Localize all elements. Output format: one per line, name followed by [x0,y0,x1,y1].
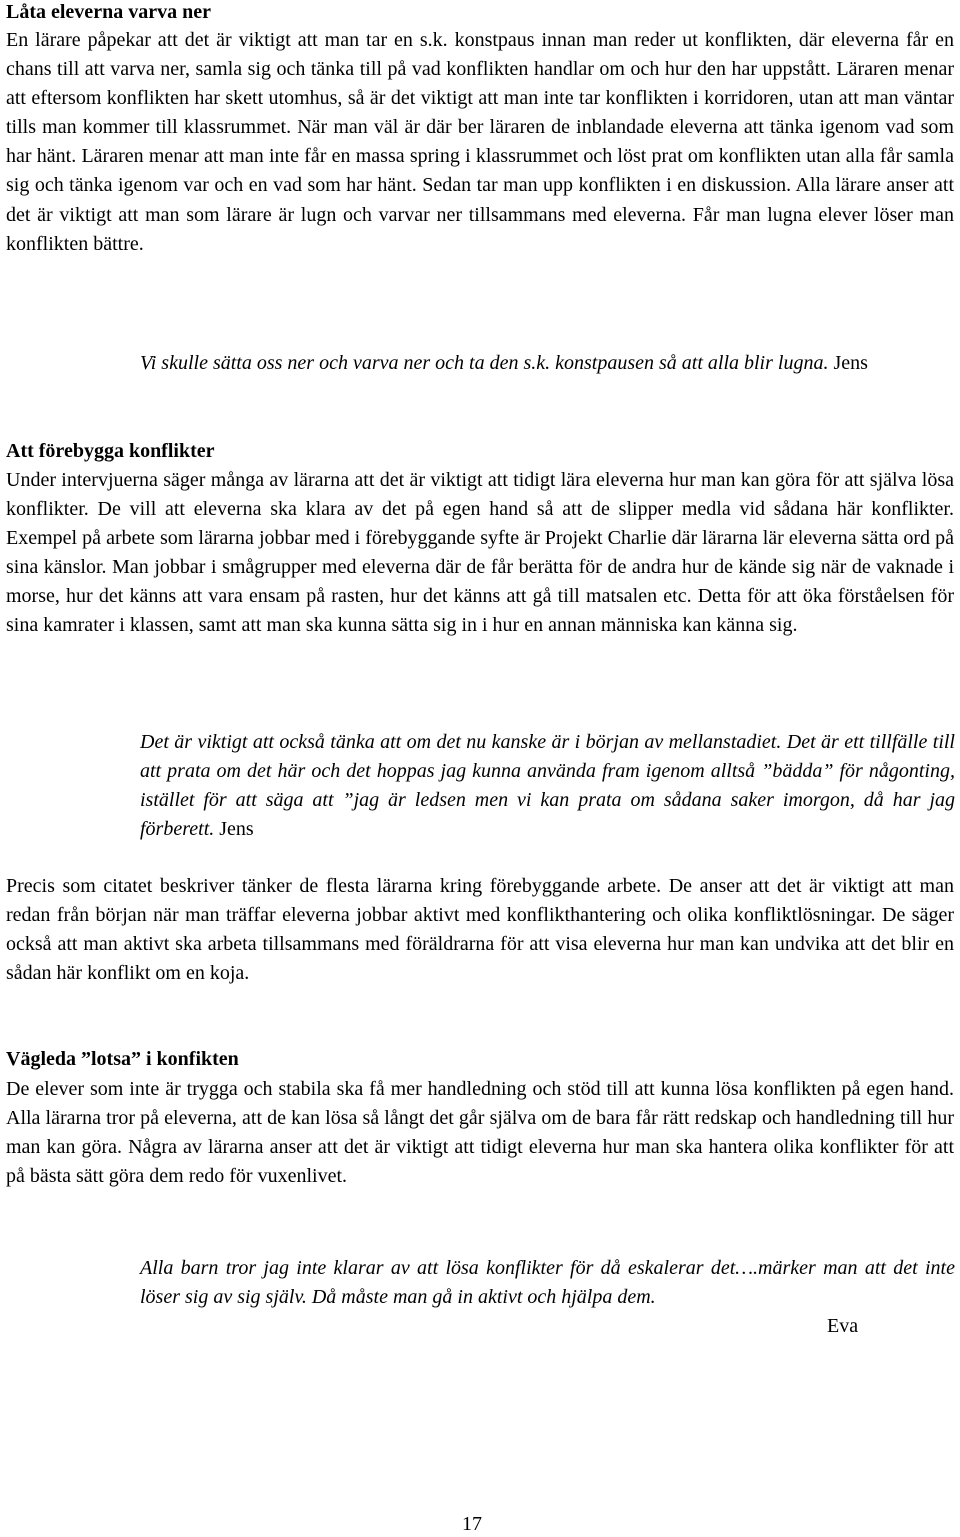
quote-author: Jens [833,352,868,374]
quote-author: Jens [219,818,254,841]
quote-author-eva: Eva [827,1315,859,1337]
section-paragraph-forebygga: Under intervjuerna säger många av lärarna att det är viktigt att tidigt lära eleverna hur man kan göra för att själva lösa konflikter. De vill att eleverna ska klara av det på egen hand så att de slipper medla vid sådana här konflikter. Exempel på arbete som lärarna jobbar med i förebyggande syfte är Projekt Charlie där lärarna lär eleverna sätta ord på sina känslor. Man jobbar i smågrupper med eleverna där de får berätta för de andra hur de kände sig när de vaknade i morse, hur det känns att vara ensam på rasten, hur det känns att gå till matsalen etc. Detta för att öka förståelsen för sina kamrater i klassen, samt att man ska kunna sätta sig in i hur en annan människa kan känna sig. [6,469,954,637]
quote-text: Vi skulle sätta oss ner och varva ner och ta den s.k. konstpausen så att alla blir lugna. [140,352,829,374]
quote-jens-forebygga [140,728,955,844]
section-heading-forebygga: Att förebygga konflikter [6,440,215,462]
section-heading-vara-ner: Låta eleverna varva ner [6,1,211,23]
page-number: 17 [462,1513,482,1535]
quote-text: Alla barn tror jag inte klarar av att lösa konflikter för då eskalerar det….märker man att det inte löser sig av sig själv. Då måste man gå in aktivt och hjälpa dem. [140,1257,955,1309]
section-paragraph-forebygga-2: Precis som citatet beskriver tänker de flesta lärarna kring förebyggande arbete. De anser att det är viktigt att man redan från början när man träffar eleverna jobbar aktivt med konflikthantering och olika konfliktlösningar. De säger också att man aktivt ska arbeta tillsammans med föräldrarna för att visa eleverna hur man kan undvika att det blir en sådan här konflikt om en koja. [6,875,954,985]
quote-eva [140,1254,955,1312]
section-paragraph-vara-ner: En lärare påpekar att det är viktigt att man tar en s.k. konstpaus innan man reder ut konflikten, där eleverna får en chans till att varva ner, samla sig och tänka till på vad konflikten handlar om och hur den har uppstått. Läraren menar att eftersom konflikten har skett utomhus, så är det viktigt att man inte tar konflikten i korridoren, utan att man väntar tills man kommer till klassrummet. När man väl är där ber läraren de inblandade eleverna att tänka igenom vad som har hänt. Läraren menar att man inte får en massa spring i klassrummet och löst prat om konflikten utan alla får samla sig och tänka igenom var och en vad som har hänt. Sedan tar man upp konflikten i en diskussion. Alla lärare anser att det är viktigt att man som lärare är lugn och varvar ner tillsammans med eleverna. Får man lugna elever löser man konflikten bättre. [6,29,954,255]
quote-jens-konstpaus [140,349,955,378]
section-paragraph-vagleda: De elever som inte är trygga och stabila ska få mer handledning och stöd till att kunna lösa konflikten på egen hand. Alla lärarna tror på eleverna, att de kan lösa så långt det går själva om de bara får rätt redskap och handledning till hur man kan göra. Några av lärarna anser att det är viktigt att tidigt eleverna hur man ska hantera olika konflikter för att på bästa sätt göra dem redo för vuxenlivet. [6,1078,954,1188]
section-heading-vagleda: Vägleda ”lotsa” i konfikten [6,1048,239,1070]
quote-text: Det är viktigt att också tänka att om det nu kanske är i början av mellanstadiet. Det är ett tillfälle till att prata om det här och det hoppas jag kunna använda fram igenom alltså ”bädda” för någonting, istället för att säga att ”jag är ledsen men vi kan prata om sådana saker imorgon, då har jag förberett. [140,731,955,841]
